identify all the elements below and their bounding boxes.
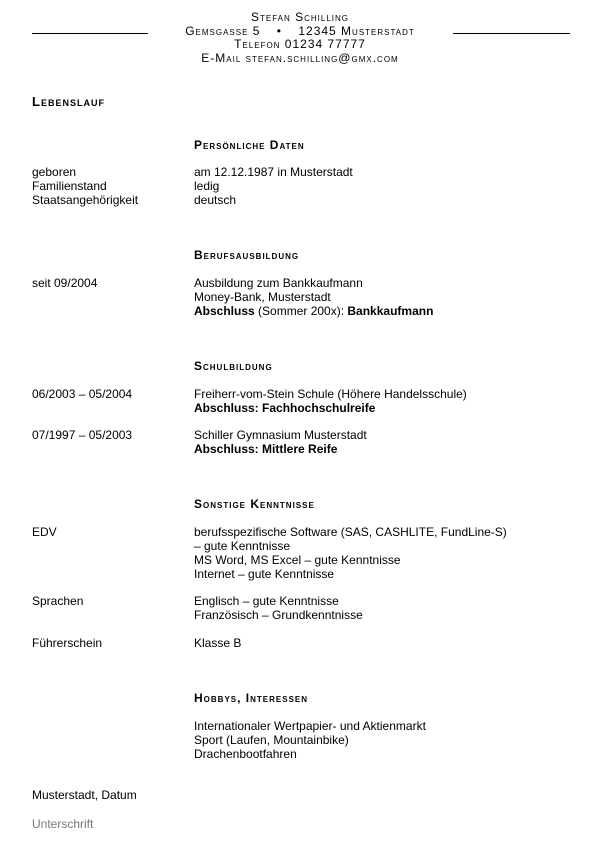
phone: Telefon 01234 77777 [234,37,366,51]
street: Gemsgasse 5 [185,23,261,38]
section-heading-training: Berufsausbildung [194,248,300,262]
language-line: Französisch – Grundkenntnisse [194,608,363,622]
section-heading-school: Schulbildung [194,359,273,373]
edv-line: Internet – gute Kenntnisse [194,567,335,581]
letterhead [0,11,600,65]
school-entry-1 [194,387,467,415]
hobby-list [194,719,426,761]
edv-details [194,525,507,581]
school-degree-1: Abschluss: Fachhochschulreife [194,401,376,415]
value-drivers-license: Klasse B [194,636,242,650]
training-date: seit 09/2004 [32,276,98,290]
school-name-2: Schiller Gymnasium Musterstadt [194,428,367,442]
hobby-item: Internationaler Wertpapier- und Aktienmarkt [194,719,426,733]
degree-value: Bankkaufmann [347,304,434,318]
value-nationality: deutsch [194,193,237,207]
label-edv: EDV [32,525,57,539]
place-date: Musterstadt, Datum [32,788,137,802]
edv-line: berufsspezifische Software (SAS, CASHLITE, FundLine-S) [194,525,507,539]
email: E-Mail stefan.schilling@gmx.com [201,50,399,65]
training-degree [194,304,433,318]
school-name-1: Freiherr-vom-Stein Schule (Höhere Handelsschule) [194,387,467,401]
hobby-item: Drachenbootfahren [194,747,297,761]
edv-line: – gute Kenntnisse [194,539,291,553]
document-title: Lebenslauf [32,94,105,109]
training-title: Ausbildung zum Bankkaufmann [194,276,363,290]
address-line [0,25,600,39]
applicant-name: Stefan Schilling [250,10,350,24]
hobby-item: Sport (Laufen, Mountainbike) [194,733,349,747]
language-line: Englisch – gute Kenntnisse [194,594,339,608]
address-separator: • [276,23,282,38]
label-nationality: Staatsangehörigkeit [32,193,139,207]
signature-label: Unterschrift [32,817,94,831]
edv-line: MS Word, MS Excel – gute Kenntnisse [194,553,401,567]
training-details [194,276,433,318]
training-company: Money-Bank, Musterstadt [194,290,331,304]
header-rule-left [32,33,148,34]
city: 12345 Musterstadt [298,23,415,38]
section-heading-personal: Persönliche Daten [194,138,305,152]
label-born: geboren [32,165,77,179]
language-details [194,594,363,622]
label-marital-status: Familienstand [32,179,107,193]
school-entry-2 [194,428,367,456]
section-heading-skills: Sonstige Kenntnisse [194,497,315,511]
label-drivers-license: Führerschein [32,636,103,650]
school-date-2: 07/1997 – 05/2003 [32,428,133,442]
school-date-1: 06/2003 – 05/2004 [32,387,133,401]
degree-label: Abschluss [194,304,255,318]
section-heading-hobbies: Hobbys, Interessen [194,691,309,705]
degree-note: (Sommer 200x): [254,304,348,318]
value-marital-status: ledig [194,179,220,193]
label-languages: Sprachen [32,594,84,608]
school-degree-2: Abschluss: Mittlere Reife [194,442,338,456]
header-rule-right [453,33,570,34]
value-born: am 12.12.1987 in Musterstadt [194,165,353,179]
